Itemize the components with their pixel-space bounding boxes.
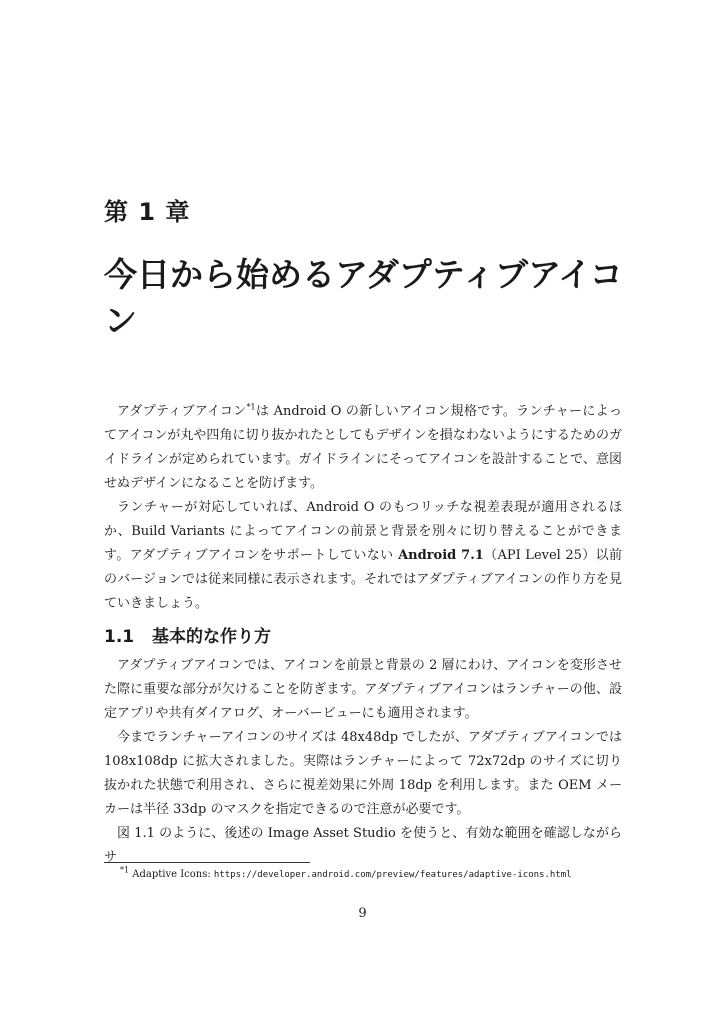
footnote-reference[interactable]: *1 — [246, 402, 256, 412]
chapter-title: 今日から始めるアダプティブアイコン — [104, 255, 623, 340]
section-body — [104, 654, 622, 870]
intro-text-2b: （API Level 25）以前のバージョンでは従来同様に表示されます。それではアダプティブアイコンの作り方を見ていきましょう。 — [104, 548, 623, 611]
intro-paragraph-1 — [104, 400, 622, 496]
intro-text-2a: ランチャーが対応していれば、Android O のもつリッチな視差表現が適用されるほか、Build Variants によってアイコンの前景と背景を別々に切り替えることができます。アダプティブアイコンをサポートしていない — [104, 500, 622, 563]
footnote — [120, 865, 630, 882]
intro-body — [104, 400, 622, 616]
intro-text-1a: アダプティブアイコン — [117, 404, 247, 419]
intro-text-2-bold: Android 7.1 — [398, 548, 484, 563]
section-paragraph-1: アダプティブアイコンでは、アイコンを前景と背景の 2 層にわけ、アイコンを変形させた際に重要な部分が欠けることを防ぎます。アダプティブアイコンはランチャーの他、設定アプリや共有ダイアログ、オーバービューにも適用されます。 — [104, 658, 622, 721]
footnote-mark: *1 — [120, 865, 130, 875]
footnote-url-link[interactable]: https://developer.android.com/preview/features/adaptive-icons.html — [213, 870, 572, 880]
section-number: 1.1 — [104, 627, 135, 647]
chapter-label: 第 1 章 — [104, 198, 191, 226]
intro-text-1b: は Android O の新しいアイコン規格です。ランチャーによってアイコンが丸や四角に切り抜かれたとしてもデザインを損なわないようにするためのガイドラインが定められています。ガイドラインにそってアイコンを設計することで、意図せぬデザインになることを防げます。 — [104, 404, 622, 491]
page-number: 9 — [358, 906, 367, 921]
section-heading — [104, 622, 271, 647]
section-title: 基本的な作り方 — [152, 627, 271, 647]
section-paragraph-3: 図 1.1 のように、後述の Image Asset Studio を使うと、有効な範囲を確認しながらサ — [104, 826, 622, 865]
footnote-label: Adaptive Icons: — [132, 869, 214, 880]
intro-paragraph-2 — [104, 496, 622, 616]
section-paragraph-2: 今までランチャーアイコンのサイズは 48x48dp でしたが、アダプティブアイコンでは 108x108dp に拡大されました。実際はランチャーによって 72x72dp のサイズに切り抜かれた状態で利用され、さらに視差効果に外周 18dp を利用します。また OEM メーカーは半径 33dp のマスクを指定できるので注意が必要です。 — [104, 730, 622, 817]
footnote-divider — [104, 862, 310, 863]
